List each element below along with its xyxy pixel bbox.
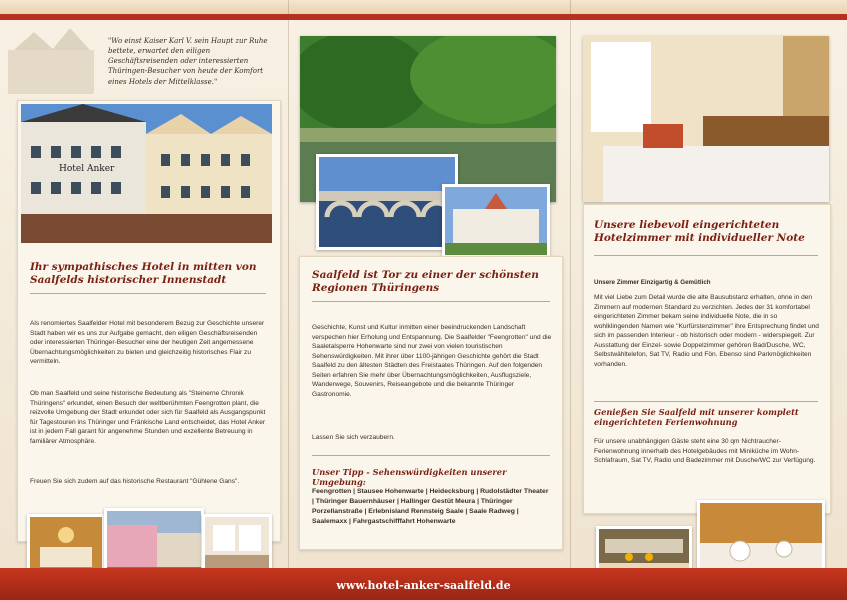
fold-line: [288, 0, 289, 600]
top-band: [0, 0, 847, 20]
bridge-photo: [316, 154, 458, 250]
middle-heading: Saalfeld ist Tor zu einer der schönsten Regionen Thüringens: [312, 269, 539, 295]
middle-card: [299, 256, 563, 550]
right-card: [583, 204, 831, 514]
tipp-list: Feengrotten | Stausee Hohenwarte | Heidecksburg | Rudolstädter Theater | Thüringer Bauernhäuser | Hallinger Gestüt Meura | Thüringer Porzellanstraße | Erlebnisland Rennsteig Saale | Saale Radweg | Saalemaxx | Fahrgastschifffahrt Hohenwarte: [312, 488, 549, 525]
hotel-sign: Hotel Anker: [59, 164, 115, 174]
fold-line: [570, 0, 571, 600]
hotel-room-photo: [583, 36, 829, 202]
hotel-facade-photo: [21, 104, 272, 243]
right-paragraph-2: Für unsere unabhängigen Gäste steht eine 30 qm Nichtraucher-Ferienwohnung innerhalb des Hotelgebäudes mit Miniküche im Wohn-Schlafraum, Sat TV, Radio und Badezimmer mit Dusche/WC zur Verfügung.: [594, 438, 816, 465]
left-paragraph-1: Als renomiertes Saalfelder Hotel mit besonderem Bezug zur Geschichte unserer Stadt haben wir es uns zur Aufgabe gemacht, den eiligen Geschäftsreisenden oder interessierten Thüringer-Besucher eine der heutigen Zeit angemessene Übernachtungsmöglichkeiten zu bieten und gleichzeitig historisches Flair zu vermitteln.: [30, 320, 265, 366]
right-paragraph-1: Mit viel Liebe zum Detail wurde die alte Bausubstanz erhalten, ohne in den Zimmern auf modernen Standard zu verzichten. Jedes der 31 komfortabel eingerichteten Zimmer bekam seine individuelle Note, die in so wohlklingenden Namen wie "Kurfürstenzimmer" ihre Entsprechung findet und sich im passenden Interieur - ob historisch oder modern - widerspiegelt. Zur Ausstattung der Einzel- sowie Doppelzimmer gehören Bad/Dusche, WC, Selbstwähltelefon, Sat TV, Radio und Fön. Ebenso sind Parkmöglichkeiten vorhanden.: [594, 294, 819, 368]
website-url: www.hotel-anker-saalfeld.de: [336, 579, 511, 592]
middle-paragraph-2: Lassen Sie sich verzaubern.: [312, 434, 395, 441]
middle-paragraph-1: Geschichte, Kunst und Kultur inmitten einer beeindruckenden Landschaft verspechen hier Erholung und Entspannung. Die Saalfelder "Feengrotten" und die Saaletalsperre Hohenwarte sind nur zwei von vielen touristischen Sehenswürdigkeiten. Mit ihrer über 1100-jährigen Geschichte gehört die Stadt Saalfeld zu den ältesten Städten des Freistaates Thüringen. Auf den folgenden Seiten erfahren Sie mehr über Übernachtungsmöglichkeiten, Ausflugsziele, Wanderwege, Souvenirs, Reiseangebote und die bekannte Thüringer Gastronomie.: [312, 324, 552, 398]
right-heading: Unsere liebevoll eingerichteten Hotelzimmer mit individueller Note: [594, 219, 805, 245]
castle-photo: [442, 184, 550, 258]
apartment-heading: Genießen Sie Saalfeld mit unserer komplett eingerichteten Ferienwohnung: [594, 407, 799, 428]
tipp-heading: Unser Tipp - Sehenswürdigkeiten unserer Umgebung:: [312, 467, 507, 488]
left-heading: Ihr sympathisches Hotel in mitten von Saalfelds historischer Innenstadt: [30, 261, 257, 287]
left-paragraph-2: Ob man Saalfeld und seine historische Bedeutung als "Steinerne Chronik Thüringens" erkundet, einen Besuch der weltberühmten Feengrotten plant, die reizvolle Umgebung der Stadt erkundet oder sich für Saalfeld als Ausgangspunkt für Tagestouren ins Thüringer und Fränkische Land entscheidet, das Hotel Anker ist in jedem Fall garant für angenehme Stunden und exzellente Betreuung in familiärer Atmosphäre.: [30, 390, 266, 445]
left-paragraph-3: Freuen Sie sich zudem auf das historische Restaurant "Gühlene Gans".: [30, 478, 240, 485]
left-card: [17, 100, 281, 542]
rooms-subheading: Unsere Zimmer Einzigartig & Gemütlich: [594, 279, 711, 286]
left-quote: "Wo einst Kaiser Karl V. sein Haupt zur Ruhe bettete, erwartet den eiligen Geschäftsreisenden oder interessierten Thüringen-Besucher von heute der Komfort eines Hotels der Mittelklasse.": [108, 37, 268, 86]
building-watermark: [4, 22, 100, 94]
bottom-band: [0, 568, 847, 600]
